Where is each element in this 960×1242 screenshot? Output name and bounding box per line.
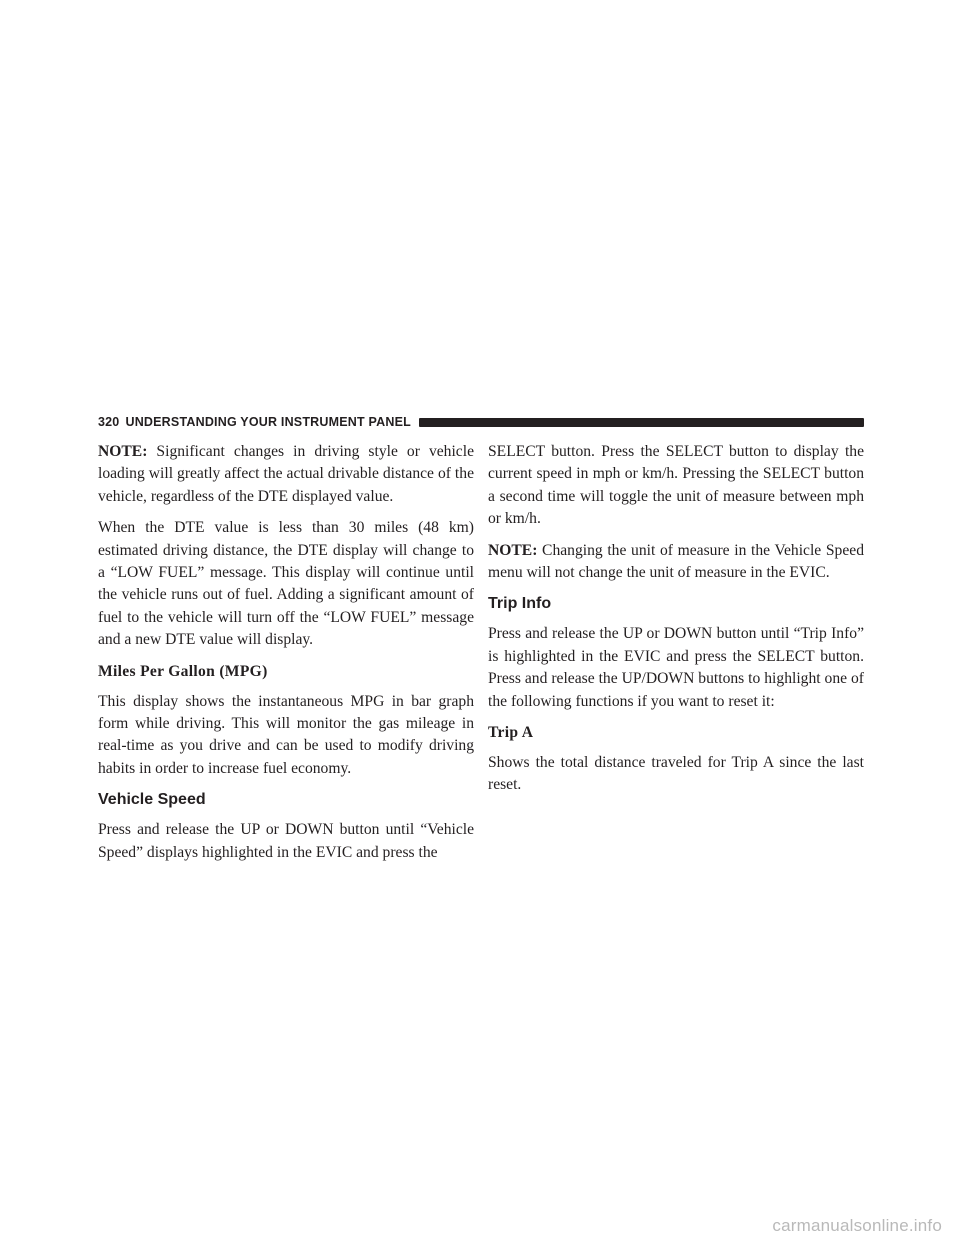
vehicle-speed-heading: Vehicle Speed [98,791,206,809]
note-label: NOTE: [488,541,538,559]
mpg-paragraph: This display shows the instantaneous MPG in bar graph form while driving. This will monitor the gas mileage in real-time as you drive and can be used to modify driving habits in order to increase fuel economy. [98,692,474,777]
note-dte-paragraph [98,441,474,508]
trip-info-heading: Trip Info [488,595,552,613]
note-text: Significant changes in driving style or vehicle loading will greatly affect the actual drivable distance of the vehicle, regardless of the DTE displayed value. [98,443,474,505]
vehicle-speed-paragraph: Press and release the UP or DOWN button until “Vehicle Speed” displays highlighted in the EVIC and press the [98,821,474,861]
page-header [98,414,864,430]
dte-paragraph: When the DTE value is less than 30 miles (48 km) estimated driving distance, the DTE display will change to a “LOW FUEL” message. This display will continue until the vehicle runs out of fuel. Adding a significant amount of fuel to the vehicle will turn off the “LOW FUEL” message and a new DTE value will display. [98,519,474,649]
note-unit-paragraph [488,540,864,585]
page-number: 320 [98,415,120,429]
watermark: carmanualsonline.info [772,1216,942,1235]
trip-a-paragraph: Shows the total distance traveled for Trip A since the last reset. [488,754,864,794]
trip-a-heading: Trip A [488,724,534,742]
trip-info-paragraph: Press and release the UP or DOWN button until “Trip Info” is highlighted in the EVIC and press the SELECT button. Press and release the UP/DOWN buttons to highlight one of the following functions if you want to reset it: [488,625,864,710]
right-column [488,441,864,806]
mpg-heading: Miles Per Gallon (MPG) [98,662,268,680]
header-rule [419,418,864,427]
section-title: UNDERSTANDING YOUR INSTRUMENT PANEL [125,415,411,429]
note-text: Changing the unit of measure in the Vehicle Speed menu will not change the unit of measure in the EVIC. [488,541,864,582]
vehicle-speed-continued-paragraph: SELECT button. Press the SELECT button to display the current speed in mph or km/h. Pressing the SELECT button a second time will toggle the unit of measure between mph or km/h. [488,443,864,528]
note-label: NOTE: [98,443,148,460]
left-column [98,441,474,873]
